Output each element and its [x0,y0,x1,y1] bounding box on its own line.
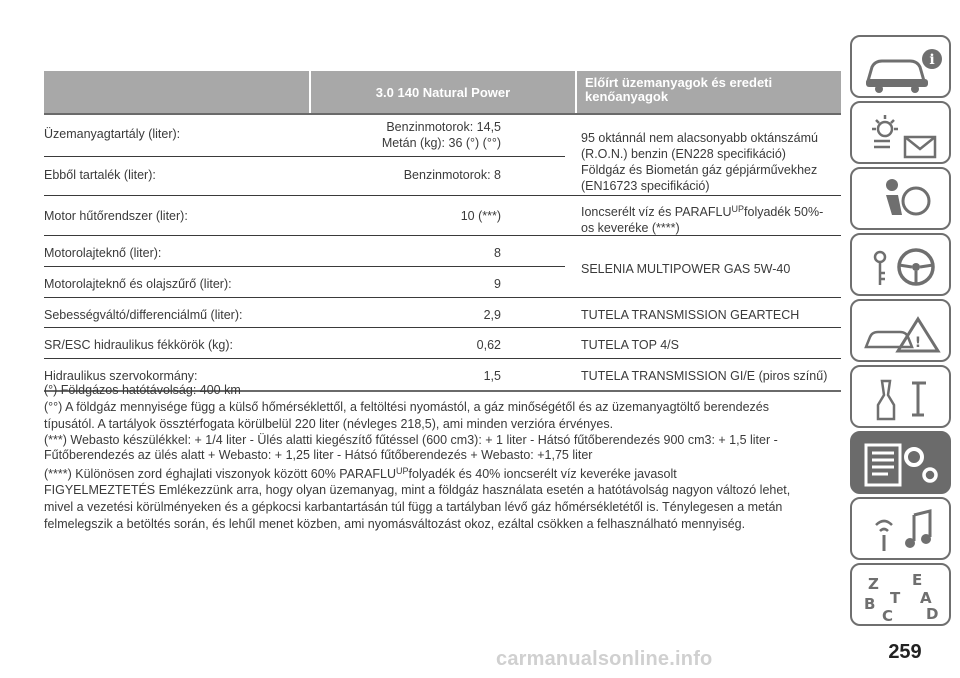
svg-text:i: i [929,52,935,68]
footnote: (****) Különösen zord éghajlati viszonyok között 60% $PARAFLU^{UP}folyadék$ és 40% ioncserélt víz keveréke javasolt [44,465,677,481]
tab-dashboard-lights[interactable] [850,101,951,164]
table-body [44,115,841,370]
row-value: Benzinmotorok: 8 [403,168,501,182]
specs-gear-icon [852,433,953,496]
header-engine: 3.0 140 Natural Power [311,71,575,113]
table-header [44,71,841,113]
footnote: (°) Földgázos hatótávolság: 400 km [44,383,241,397]
car-info-icon [852,37,953,100]
row-value: 0,62 [476,338,501,352]
music-signal-icon [852,499,953,562]
tab-multimedia[interactable] [850,497,951,560]
row-divider [44,327,841,328]
row-label: Motor hűtőrendszer (liter): [44,209,188,223]
tab-safety[interactable] [850,167,951,230]
svg-text:B: B [864,595,876,613]
svg-text:!: ! [914,335,922,351]
row-value: 1,5 [483,369,501,383]
row-value: Benzinmotorok: 14,5 [386,120,501,134]
svg-text:Z: Z [868,575,879,593]
warning-lights-icon [852,103,953,166]
row-divider [44,235,841,236]
page-number: 259 [888,641,922,663]
row-value: 2,9 [483,308,501,322]
fuel-spec-line: 95 oktánnál nem alacsonyabb oktánszámú [581,131,818,145]
coolant-line: os keveréke (****) [581,221,680,235]
footnote: (°°) A földgáz mennyisége függ a külső hőmérséklettől, a feltöltési nyomástól, a gáz minőségétől és az üzemanyagtöltő berendezés típusától. A tartályok össztérfogata körülbelül 220 liter (névleges 218,5), ami minden verzióra érvényes. [44,399,769,431]
row-label: Motorolajteknő (liter): [44,246,162,260]
row-fluid: TUTELA TRANSMISSION GEARTECH [581,308,800,322]
row-label: Üzemanyagtartály (liter): [44,127,181,141]
tab-index[interactable] [850,563,951,626]
tab-emergency[interactable] [850,299,951,362]
row-fluid: TUTELA TRANSMISSION GI/E (piros színű) [581,369,828,383]
fuel-spec-line: (R.O.N.) benzin (EN228 specifikáció) [581,147,786,161]
fuel-spec-line: (EN16723 specifikáció) [581,179,710,193]
row-divider [44,156,565,157]
tab-starting-driving[interactable] [850,233,951,296]
row-value: Metán (kg): 36 (°) (°°) [381,136,501,150]
tab-vehicle-info[interactable] [850,35,951,98]
alphabet-index-icon [852,565,953,628]
fuel-spec-line: Földgáz és Biometán gáz gépjárművekhez [581,163,818,177]
row-label: SR/ESC hidraulikus fékkörök (kg): [44,338,233,352]
tab-maintenance[interactable] [850,365,951,428]
row-value: 8 [494,246,501,260]
row-fluid: TUTELA TOP 4/S [581,338,679,352]
coolant-spec [581,201,841,236]
svg-text:E: E [912,571,923,589]
emergency-icon [852,301,953,364]
header-fluids: Előírt üzemanyagok és eredeti kenőanyagok [577,71,841,113]
steering-key-icon [852,235,953,298]
row-label: Motorolajteknő és olajszűrő (liter): [44,277,232,291]
row-value: 10 (***) [460,209,501,223]
oil-spec: SELENIA MULTIPOWER GAS 5W-40 [581,262,791,276]
svg-text:T: T [890,589,901,607]
header-blank-cell [44,71,309,113]
svg-text:A: A [920,589,932,607]
warning-note: FIGYELMEZTETÉS Emlékezzünk arra, hogy olyan üzemanyag, mint a földgáz használata esetén a hatótávolság nagyon változó lehet, mivel a vezetési körülményeken és a gépkocsi karbantartásán túl függ a tartályban lévő gáz hőmérsékletétől is. Ténylegesen a metán felmelegszik a betöltés során, és lehűl menet közben, ami nyomásváltozást okoz, ezáltal csökken a felhasználható mennyiség. [44,483,791,531]
row-divider [44,358,841,359]
coolant-line: Ioncserélt víz és $PARAFLU^{UP}folyadék$ 50%- [581,204,824,219]
row-label: Hidraulikus szervokormány: [44,369,198,383]
fuel-spec [581,130,841,194]
footnotes [44,383,814,533]
svg-text:D: D [926,605,939,623]
row-divider [44,266,565,267]
tab-technical-data[interactable] [850,431,951,494]
service-tools-icon [852,367,953,430]
specs-table [44,71,841,400]
row-value: 9 [494,277,501,291]
watermark: carmanualsonline.info [496,648,713,670]
row-label: Ebből tartalék (liter): [44,168,156,182]
airbag-icon [852,169,953,232]
svg-text:C: C [882,607,894,625]
row-label: Sebességváltó/differenciálmű (liter): [44,308,243,322]
row-divider [44,297,841,298]
footnote: (***) Webasto készülékkel: + 1/4 liter - Ülés alatti kiegészítő fűtéssel (600 cm3): + 1 liter - Hátsó fűtőberendezés 900 cm3: + 1,5 liter - Fűtőberendezés az ülés alatt + Webasto: + 1,25 liter - Hátsó fűtőberendezés + Webasto: +1,75 liter [44,432,778,462]
row-divider [44,195,841,196]
